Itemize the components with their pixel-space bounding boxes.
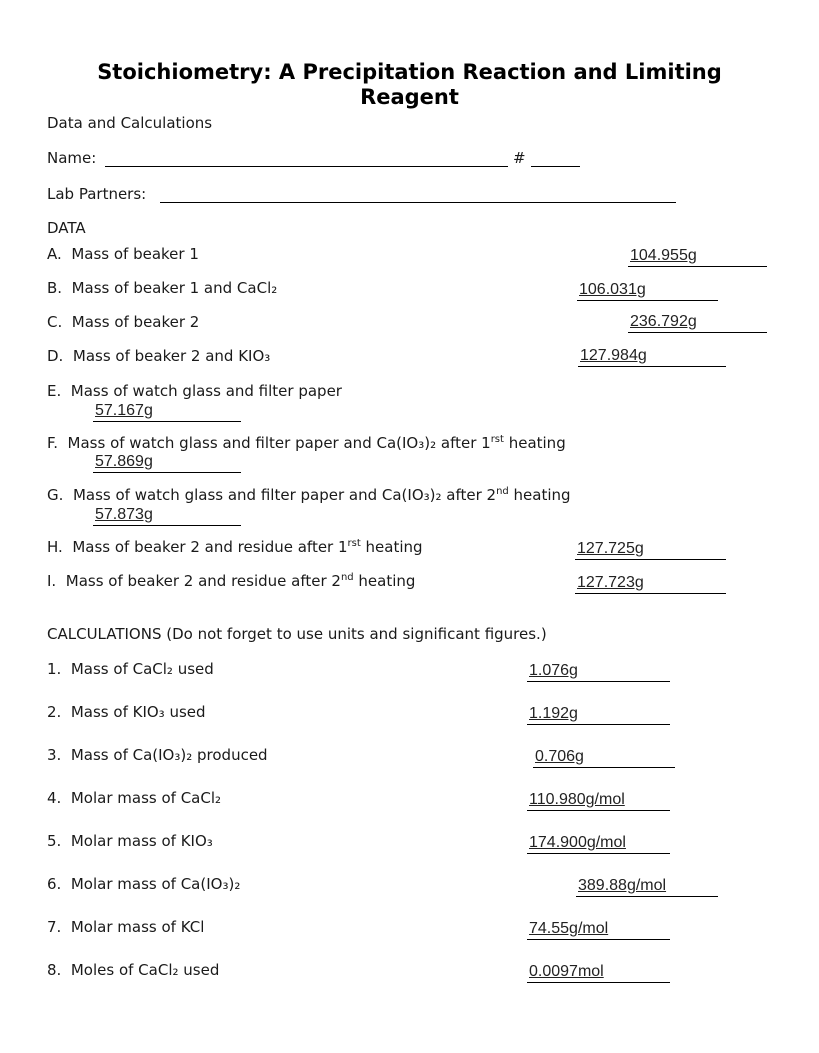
data-item-e: E. Mass of watch glass and filter paper bbox=[47, 382, 342, 400]
data-value-c[interactable]: 236.792g bbox=[628, 313, 767, 333]
data-item-d: D. Mass of beaker 2 and KIO₃ bbox=[47, 347, 271, 365]
number-field[interactable] bbox=[531, 166, 580, 167]
calc-item-6: 6. Molar mass of Ca(IO₃)₂ bbox=[47, 875, 241, 893]
calc-item-4: 4. Molar mass of CaCl₂ bbox=[47, 789, 222, 807]
data-item-c: C. Mass of beaker 2 bbox=[47, 313, 200, 331]
calc-item-1: 1. Mass of CaCl₂ used bbox=[47, 660, 214, 678]
data-item-i: I. Mass of beaker 2 and residue after 2nd heating bbox=[47, 572, 416, 590]
calc-item-3: 3. Mass of Ca(IO₃)₂ produced bbox=[47, 746, 268, 764]
calc-item-2: 2. Mass of KIO₃ used bbox=[47, 703, 206, 721]
name-label: Name: bbox=[47, 149, 97, 167]
calc-value-5[interactable]: 174.900g/mol bbox=[527, 834, 670, 854]
data-item-a: A. Mass of beaker 1 bbox=[47, 245, 199, 263]
calc-value-2[interactable]: 1.192g bbox=[527, 705, 670, 725]
data-value-e[interactable]: 57.167g bbox=[93, 402, 241, 422]
data-item-h: H. Mass of beaker 2 and residue after $1^{rst}$ heating bbox=[47, 538, 423, 556]
title-line-2: Reagent bbox=[360, 85, 459, 109]
calc-value-6[interactable]: 389.88g/mol bbox=[576, 877, 718, 897]
data-heading: DATA bbox=[47, 219, 86, 237]
page-title bbox=[0, 60, 819, 110]
data-value-f[interactable]: 57.869g bbox=[93, 453, 241, 473]
calc-value-1[interactable]: 1.076g bbox=[527, 662, 670, 682]
partners-label: Lab Partners: bbox=[47, 185, 147, 203]
partners-field[interactable] bbox=[160, 202, 676, 203]
calc-item-5: 5. Molar mass of KIO₃ bbox=[47, 832, 213, 850]
data-value-i[interactable]: 127.723g bbox=[575, 574, 726, 594]
data-value-g[interactable]: 57.873g bbox=[93, 506, 241, 526]
calc-item-8: 8. Moles of CaCl₂ used bbox=[47, 961, 220, 979]
data-value-a[interactable]: 104.955g bbox=[628, 247, 767, 267]
data-value-h[interactable]: 127.725g bbox=[575, 540, 726, 560]
calc-value-4[interactable]: 110.980g/mol bbox=[527, 791, 670, 811]
calc-value-8[interactable]: 0.0097mol bbox=[527, 963, 670, 983]
data-value-d[interactable]: 127.984g bbox=[578, 347, 726, 367]
calc-heading: CALCULATIONS (Do not forget to use units and significant figures.) bbox=[47, 625, 547, 643]
calc-value-7[interactable]: 74.55g/mol bbox=[527, 920, 670, 940]
data-value-b[interactable]: 106.031g bbox=[577, 281, 718, 301]
data-item-f: F. Mass of watch glass and filter paper and Ca(IO₃)₂ after $1^{rst}$ heating bbox=[47, 434, 566, 452]
data-item-g: G. Mass of watch glass and filter paper and Ca(IO₃)₂ after 2nd heating bbox=[47, 486, 571, 504]
calc-value-3[interactable]: 0.706g bbox=[533, 748, 675, 768]
calc-item-7: 7. Molar mass of KCl bbox=[47, 918, 205, 936]
number-label: # bbox=[513, 149, 526, 167]
name-field[interactable] bbox=[105, 166, 508, 167]
section-heading: Data and Calculations bbox=[47, 114, 213, 132]
data-item-b: B. Mass of beaker 1 and CaCl₂ bbox=[47, 279, 278, 297]
title-line-1: Stoichiometry: A Precipitation Reaction and Limiting bbox=[97, 60, 722, 84]
